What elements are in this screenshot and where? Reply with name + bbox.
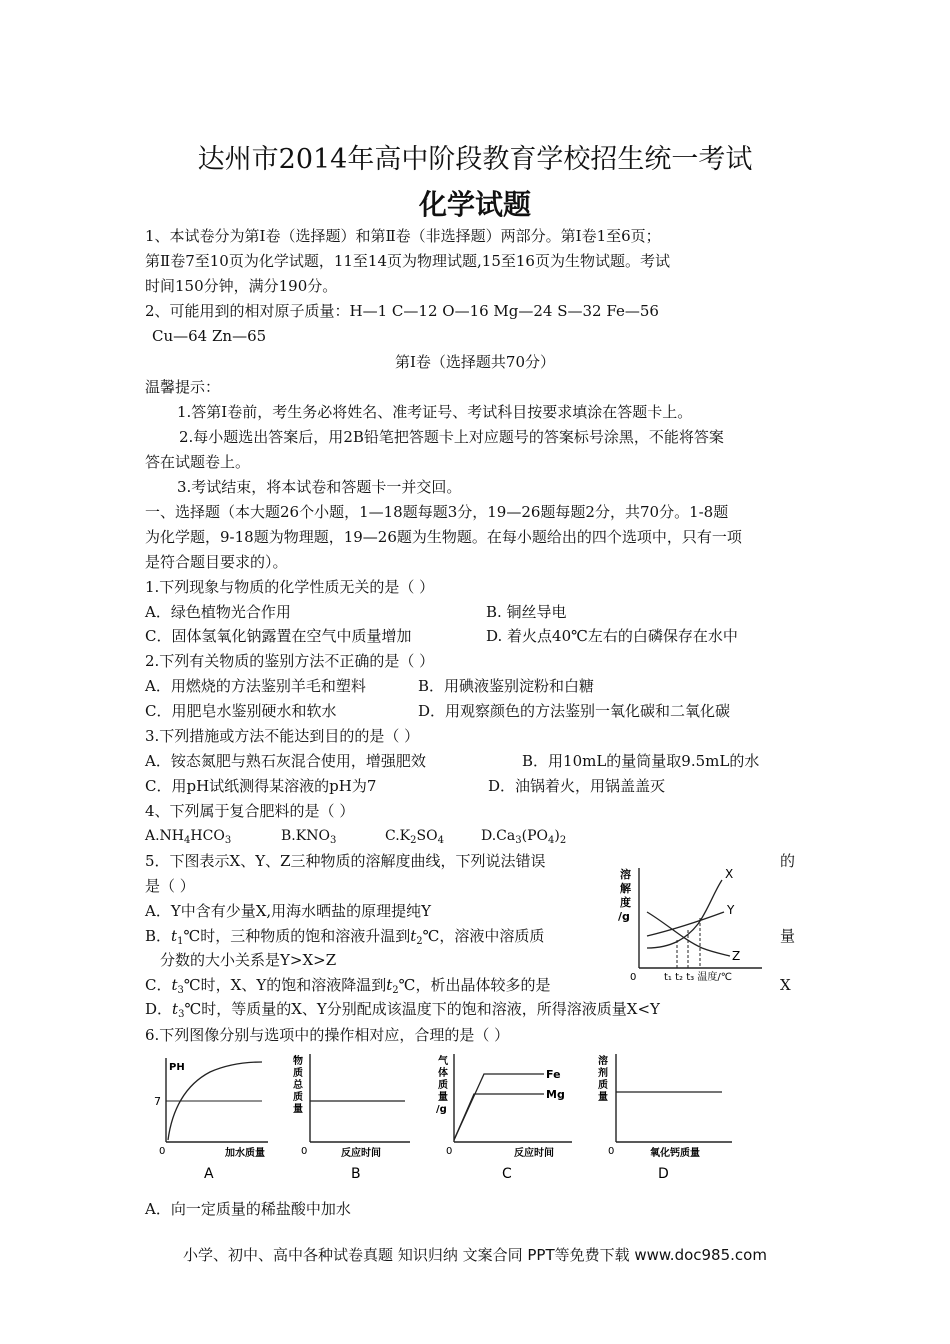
graph-c-xlabel: 反应时间 bbox=[514, 1148, 554, 1159]
graph-c-letter: C bbox=[502, 1166, 512, 1180]
q5-option-b: B．$t_1℃$时，三种物质的饱和溶液升温到$t_2℃$，溶液中溶质质 bbox=[145, 927, 545, 947]
solubility-ylabel-3: 度 bbox=[620, 896, 631, 909]
q4-option-a: $A.NH_4HCO_3$ bbox=[145, 828, 232, 846]
graph-c-ylabel-3: 质 bbox=[438, 1080, 448, 1091]
q6-graph-c bbox=[432, 1050, 577, 1180]
solubility-origin: 0 bbox=[630, 972, 637, 983]
q3-option-a: A．铵态氮肥与熟石灰混合使用，增强肥效 bbox=[145, 752, 426, 770]
curve-x-label: X bbox=[725, 867, 734, 881]
curve-y-label: Y bbox=[727, 903, 735, 917]
graph-d-ylabel-3: 质 bbox=[598, 1080, 608, 1091]
graph-d-letter: D bbox=[658, 1166, 669, 1180]
intro-line-2: 第Ⅱ卷7至10页为化学试题，11至14页为物理试题,15至16页为生物试题。考试 bbox=[145, 252, 670, 270]
graph-b-ylabel-1: 物 bbox=[293, 1056, 303, 1067]
graph-c-mg-line bbox=[454, 1094, 544, 1140]
q4-option-b: $B.KNO_3$ bbox=[281, 828, 337, 846]
graph-b-ylabel-3: 总 bbox=[293, 1080, 303, 1091]
footer-text: 小学、初中、高中各种试卷真题 知识归纳 文案合同 PPT等免费下载 www.doc985.com bbox=[183, 1246, 767, 1264]
q1-stem: 1.下列现象与物质的化学性质无关的是（ ） bbox=[145, 578, 435, 596]
graph-c-ylabel-2: 体 bbox=[438, 1068, 448, 1079]
graph-d-ylabel-2: 剂 bbox=[598, 1068, 608, 1079]
graph-a-origin: 0 bbox=[159, 1146, 166, 1157]
q5-option-b-end: 量 bbox=[780, 927, 796, 945]
graph-b-xlabel: 反应时间 bbox=[341, 1148, 381, 1159]
graph-c-ylabel-5: /g bbox=[436, 1104, 447, 1115]
q5-stem-a: 5．下图表示X、Y、Z三种物质的溶解度曲线，下列说法错误 bbox=[145, 852, 546, 870]
part-instructions-a: 一、选择题（本大题26个小题，1—18题每题3分，19—26题每题2分，共70分。1-8题 bbox=[145, 503, 729, 521]
graph-d-ylabel-4: 量 bbox=[598, 1092, 608, 1103]
solubility-ylabel-4: /g bbox=[618, 910, 630, 923]
q4-stem: 4、下列属于复合肥料的是（ ） bbox=[145, 802, 355, 820]
graph-c-fe-label: Fe bbox=[546, 1068, 561, 1081]
solubility-ylabel-2: 解 bbox=[620, 882, 631, 895]
intro-line-1: 1、本试卷分为第Ⅰ卷（选择题）和第Ⅱ卷（非选择题）两部分。第Ⅰ卷1至6页； bbox=[145, 227, 661, 245]
q6-graph-d bbox=[592, 1050, 737, 1180]
q2-option-b: B．用碘液鉴别淀粉和白糖 bbox=[418, 677, 595, 695]
tip-3: 3.考试结束，将本试卷和答题卡一并交回。 bbox=[177, 478, 462, 496]
graph-b-ylabel-2: 质 bbox=[293, 1068, 303, 1079]
graph-a-tick: 7 bbox=[154, 1095, 161, 1108]
intro-line-4: 2、可能用到的相对原子质量：H—1 C—12 O—16 Mg—24 S—32 Fe—56 bbox=[145, 302, 659, 320]
curve-z-label: Z bbox=[732, 949, 741, 963]
graph-a-letter: A bbox=[204, 1166, 214, 1180]
page-subtitle: 化学试题 bbox=[418, 188, 531, 221]
q6-stem: 6.下列图像分别与选项中的操作相对应，合理的是（ ） bbox=[145, 1026, 510, 1044]
q5-stem-b: 是（ ） bbox=[145, 877, 195, 895]
graph-c-fe-line bbox=[454, 1074, 544, 1140]
q3-option-d: D．油锅着火，用锅盖盖灭 bbox=[488, 777, 666, 795]
q2-stem: 2.下列有关物质的鉴别方法不正确的是（ ） bbox=[145, 652, 435, 670]
graph-b-ylabel-5: 量 bbox=[293, 1104, 303, 1115]
q4-option-d: $D.Ca_3(PO_4)_2$ bbox=[481, 828, 567, 846]
q1-option-b: B. 铜丝导电 bbox=[486, 603, 567, 621]
q5-option-a: A．Y中含有少量X,用海水晒盐的原理提纯Y bbox=[145, 902, 432, 920]
graph-d-ylabel-1: 溶 bbox=[598, 1056, 608, 1067]
page-title: 达州市2014年高中阶段教育学校招生统一考试 bbox=[197, 144, 753, 175]
tip-2b: 答在试题卷上。 bbox=[145, 453, 251, 471]
intro-line-3: 时间150分钟，满分190分。 bbox=[145, 277, 338, 295]
graph-c-mg-label: Mg bbox=[546, 1088, 565, 1101]
q1-option-a: A．绿色植物光合作用 bbox=[145, 603, 291, 621]
graph-c-ylabel-1: 气 bbox=[438, 1056, 448, 1067]
tip-1: 1.答第Ⅰ卷前，考生务必将姓名、准考证号、考试科目按要求填涂在答题卡上。 bbox=[177, 403, 693, 421]
graph-d-xlabel: 氧化钙质量 bbox=[650, 1148, 700, 1159]
q3-option-c: C．用pH试纸测得某溶液的pH为7 bbox=[145, 777, 377, 795]
solubility-graph bbox=[612, 862, 782, 987]
graph-a-ylabel: PH bbox=[169, 1062, 185, 1073]
q2-option-c: C．用肥皂水鉴别硬水和软水 bbox=[145, 702, 337, 720]
q3-stem: 3.下列措施或方法不能达到目的的是（ ） bbox=[145, 727, 420, 745]
q5-stem-a-end: 的 bbox=[780, 852, 796, 870]
solubility-ylabel-1: 溶 bbox=[620, 868, 631, 881]
graph-c-origin: 0 bbox=[446, 1146, 453, 1157]
q1-option-d: D. 着火点40℃左右的白磷保存在水中 bbox=[486, 627, 738, 645]
part-instructions-b: 为化学题，9-18题为物理题，19—26题为生物题。在每小题给出的四个选项中，只有一项 bbox=[145, 528, 742, 546]
q5-option-c-end: X bbox=[780, 976, 791, 994]
graph-c-ylabel-4: 量 bbox=[438, 1092, 448, 1103]
q3-option-b: B．用10mL的量筒量取9.5mL的水 bbox=[522, 752, 760, 770]
graph-b-ylabel-4: 质 bbox=[293, 1092, 303, 1103]
part-instructions-c: 是符合题目要求的）。 bbox=[145, 553, 288, 571]
graph-d-origin: 0 bbox=[608, 1146, 615, 1157]
curve-y bbox=[647, 912, 724, 936]
q1-option-c: C．固体氢氧化钠露置在空气中质量增加 bbox=[145, 627, 412, 645]
graph-b-origin: 0 bbox=[301, 1146, 308, 1157]
intro-line-5: Cu—64 Zn—65 bbox=[152, 327, 267, 345]
q2-option-d: D．用观察颜色的方法鉴别一氧化碳和二氧化碳 bbox=[418, 702, 731, 720]
q6-graph-b bbox=[285, 1050, 415, 1180]
q5-option-d: D．$t_3℃$时，等质量的X、Y分别配成该温度下的饱和溶液，所得溶液质量X<Y bbox=[145, 1000, 660, 1020]
tips-label: 温馨提示： bbox=[145, 378, 221, 396]
solubility-xlabel: t₁ t₂ t₃ 温度/℃ bbox=[664, 972, 732, 983]
graph-b-letter: B bbox=[351, 1166, 361, 1180]
q6-option-a: A．向一定质量的稀盐酸中加水 bbox=[145, 1200, 351, 1218]
q2-option-a: A．用燃烧的方法鉴别羊毛和塑料 bbox=[145, 677, 366, 695]
q6-graph-a bbox=[150, 1050, 275, 1180]
q5-option-c: C．$t_3℃$时，X、Y的饱和溶液降温到$t_2℃$，析出晶体较多的是 bbox=[145, 976, 551, 996]
q4-option-c: $C.K_2SO_4$ bbox=[385, 828, 444, 846]
q5-option-b2: 分数的大小关系是Y>X>Z bbox=[160, 951, 337, 969]
graph-a-xlabel: 加水质量 bbox=[225, 1148, 265, 1159]
section-heading: 第Ⅰ卷（选择题共70分） bbox=[394, 353, 555, 371]
tip-2a: 2.每小题选出答案后，用2B铅笔把答题卡上对应题号的答案标号涂黑，不能将答案 bbox=[179, 428, 724, 446]
